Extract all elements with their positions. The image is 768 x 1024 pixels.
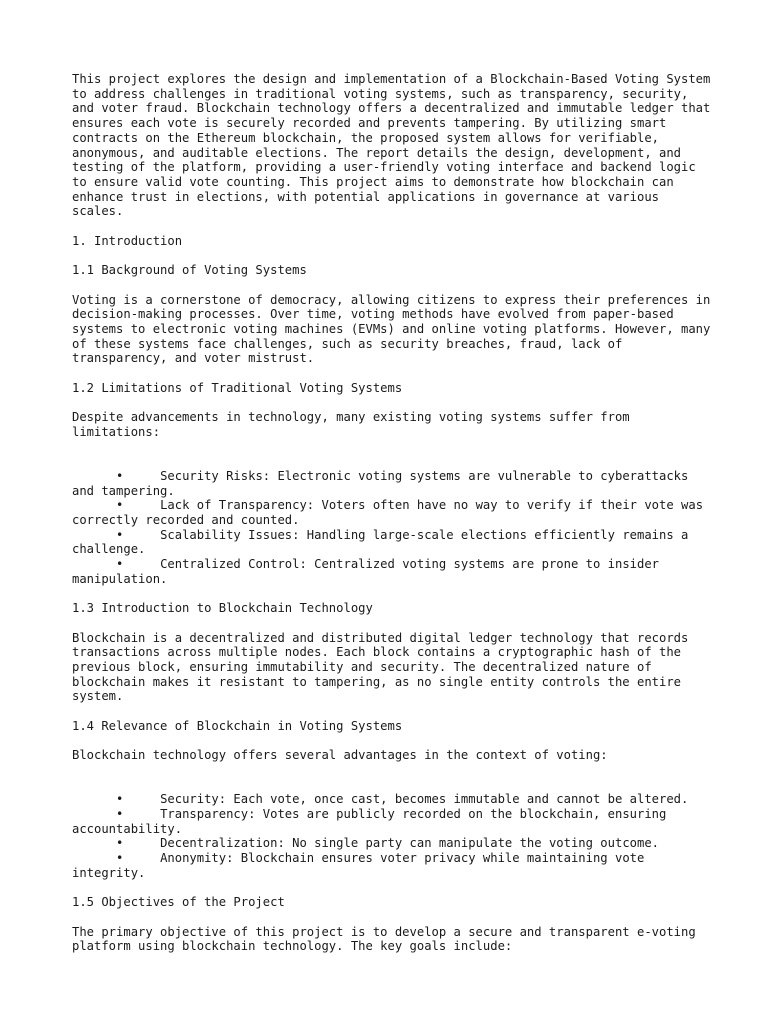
bullet-icon: • — [116, 836, 124, 851]
list-item: • Scalability Issues: Handling large-scale elections efficiently remains a challenge. — [72, 527, 696, 557]
blockchain-intro-paragraph: Blockchain is a decentralized and distributed digital ledger technology that records transactions across multiple nodes. Each block contains a cryptographic hash of the previous block, ensuring immutability and security. The decentralized nature of blockchain makes it resistant to tampering, as no single entity controls the entire system. — [72, 630, 696, 704]
list-item: • Decentralization: No single party can manipulate the voting outcome. — [72, 836, 712, 851]
list-item: • Transparency: Votes are publicly recorded on the blockchain, ensuring accountability. — [72, 806, 674, 836]
bullet-icon: • — [116, 792, 124, 807]
abstract-paragraph: This project explores the design and implementation of a Blockchain-Based Voting System to address challenges in traditional voting systems, such as transparency, security, and voter fraud. Blockchain technology offers a decentralized and immutable ledger that ensures each vote is securely recorded and prevents tampering. By utilizing smart contracts on the Ethereum blockchain, the proposed system allows for verifiable, anonymous, and auditable elections. The report details the design, development, and testing of the platform, providing a user-friendly voting interface and backend logic to ensure valid vote counting. This project aims to demonstrate how blockchain can enhance trust in elections, with potential applications in governance at various scales. — [72, 72, 718, 219]
section-heading-blockchain-intro: 1.3 Introduction to Blockchain Technology — [72, 601, 373, 616]
list-item: • Centralized Control: Centralized voting systems are prone to insider manipulation. — [72, 557, 667, 586]
section-heading-introduction: 1. Introduction — [72, 233, 183, 248]
list-spacer — [72, 454, 712, 469]
list-item: • Anonymity: Blockchain ensures voter privacy while maintaining vote integrity. — [72, 851, 652, 880]
section-heading-relevance: 1.4 Relevance of Blockchain in Voting Systems — [72, 718, 403, 733]
bullet-icon: • — [116, 527, 124, 542]
bullet-icon: • — [116, 557, 124, 572]
relevance-paragraph: Blockchain technology offers several advantages in the context of voting: — [72, 748, 608, 763]
bullet-icon: • — [116, 806, 124, 821]
background-paragraph: Voting is a cornerstone of democracy, allowing citizens to express their preferences in decision-making processes. Over time, voting methods have evolved from paper-based systems to electronic voting machines (EVMs) and online voting platforms. However, many of these systems face challenges, such as security breaches, fraud, lack of transparency, and voter mistrust. — [72, 292, 718, 366]
list-item: • Lack of Transparency: Voters often have no way to verify if their vote was correctly recorded and counted. — [72, 498, 711, 527]
bullet-icon: • — [116, 498, 124, 513]
section-heading-background: 1.1 Background of Voting Systems — [72, 263, 307, 278]
limitations-list — [72, 469, 712, 587]
bullet-icon: • — [116, 468, 124, 483]
document-page — [72, 72, 718, 969]
list-spacer — [72, 778, 712, 793]
limitations-paragraph: Despite advancements in technology, many existing voting systems suffer from limitations: — [72, 410, 637, 439]
section-heading-limitations: 1.2 Limitations of Traditional Voting Systems — [72, 380, 403, 395]
advantages-list — [72, 792, 712, 880]
bullet-icon: • — [116, 851, 124, 866]
list-item: • Security: Each vote, once cast, becomes immutable and cannot be altered. — [72, 792, 712, 807]
list-item: • Security Risks: Electronic voting systems are vulnerable to cyberattacks and tampering. — [72, 468, 696, 498]
objectives-paragraph: The primary objective of this project is to develop a secure and transparent e-voting platform using blockchain technology. The key goals include: — [72, 924, 704, 954]
section-heading-objectives: 1.5 Objectives of the Project — [72, 895, 285, 910]
